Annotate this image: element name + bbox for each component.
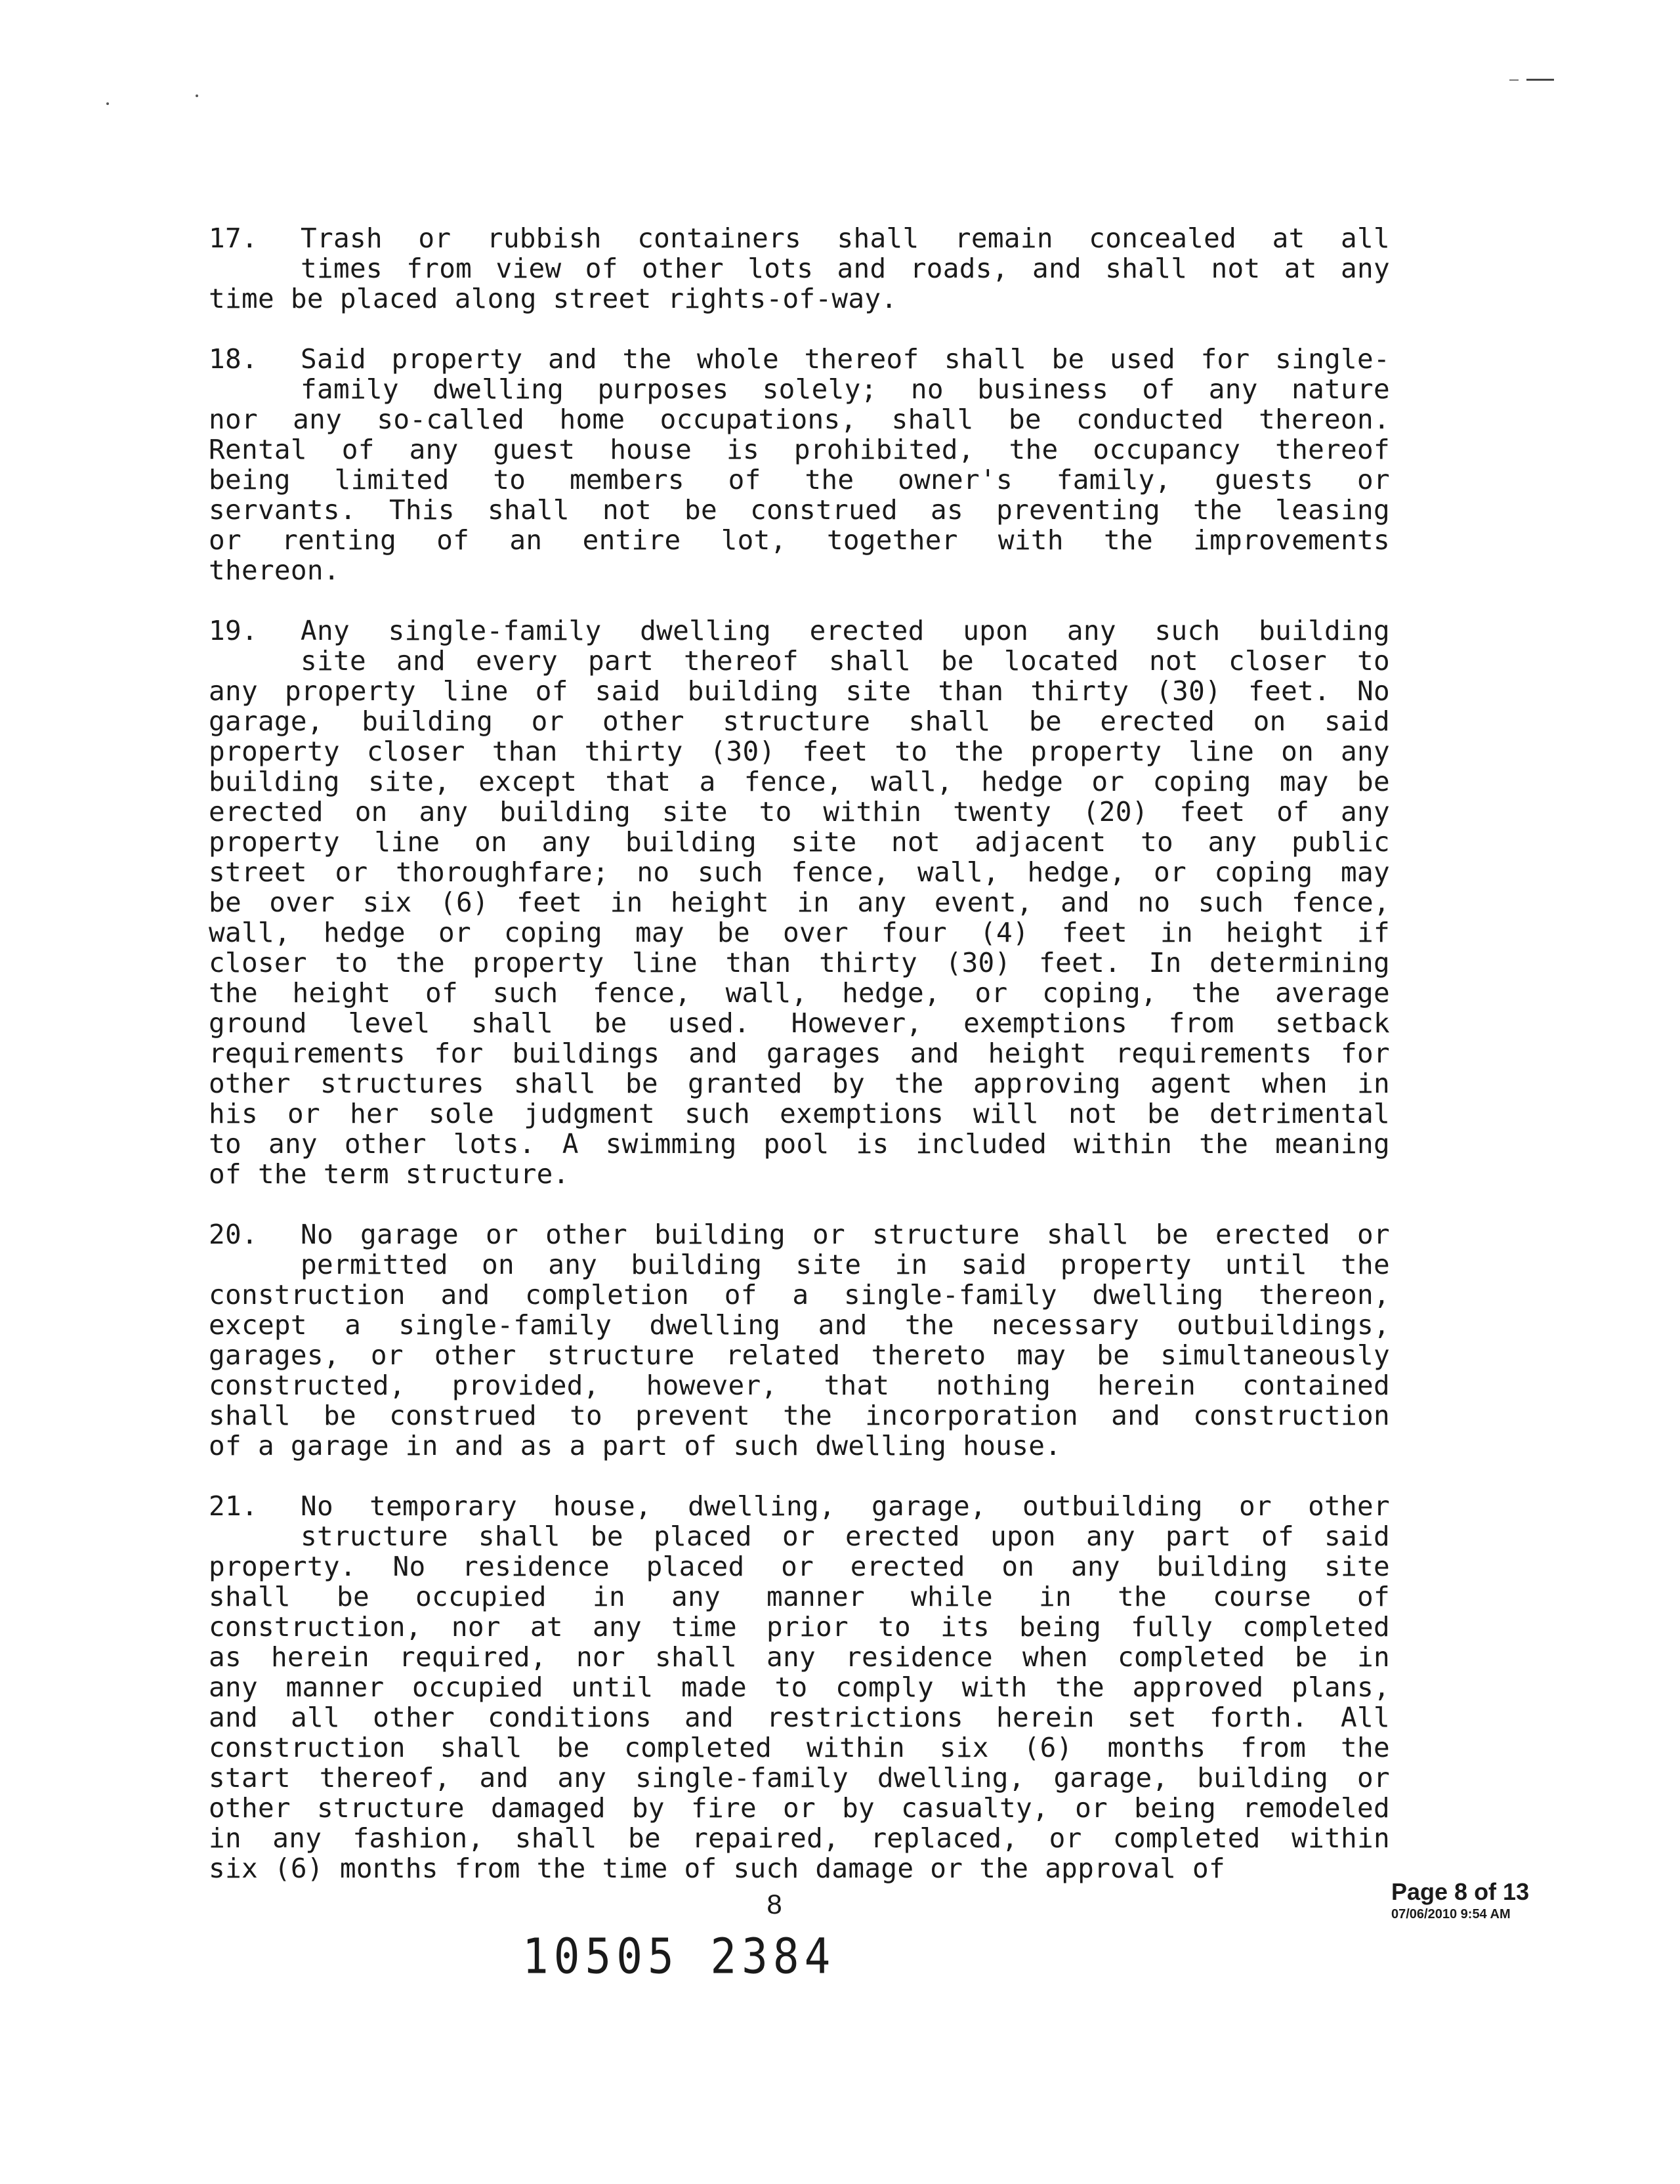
line-text: any property line of said building site than thirty (30) feet. No: [209, 675, 1390, 707]
paragraph-line: [209, 736, 1390, 766]
scan-speck: [106, 102, 109, 105]
stamp-page-label: Page 8 of 13: [1391, 1878, 1530, 1905]
line-text: time be placed along street rights-of-way.: [209, 283, 898, 314]
paragraph-first-line: [209, 616, 1390, 646]
line-text: constructed, provided, however, that nothing herein contained: [209, 1370, 1390, 1401]
paragraph-first-line: [209, 1491, 1390, 1521]
paragraph-line: [209, 827, 1390, 857]
paragraph-number: 20.: [209, 1219, 258, 1250]
line-text: servants. This shall not be construed as preventing the leasing: [209, 494, 1390, 526]
line-text: times from view of other lots and roads, and shall not at any: [301, 253, 1390, 284]
covenant-paragraph: [209, 344, 1390, 585]
paragraph-number: 19.: [209, 615, 258, 646]
line-text: his or her sole judgment such exemptions will not be detrimental: [209, 1098, 1390, 1129]
scan-mark: [1509, 79, 1519, 81]
line-text: construction and completion of a single-family dwelling thereon,: [209, 1279, 1390, 1311]
line-text: being limited to members of the owner's family, guests or: [209, 464, 1390, 495]
line-text: No temporary house, dwelling, garage, outbuilding or other: [301, 1490, 1390, 1522]
paragraph-line: [209, 1431, 1390, 1461]
line-text: of the term structure.: [209, 1158, 570, 1190]
paragraph-line: [209, 917, 1390, 948]
paragraph-line: [209, 646, 1390, 676]
line-text: requirements for buildings and garages and height requirements for: [209, 1038, 1390, 1069]
paragraph-line: [209, 1672, 1390, 1702]
paragraph-line: [209, 1250, 1390, 1280]
paragraph-line: [209, 1129, 1390, 1159]
line-text: shall be occupied in any manner while in the course of: [209, 1581, 1390, 1612]
covenant-paragraph: [209, 616, 1390, 1189]
line-text: other structure damaged by fire or by casualty, or being remodeled: [209, 1792, 1390, 1824]
line-text: permitted on any building site in said property until the: [301, 1249, 1390, 1280]
paragraph-line: [209, 1068, 1390, 1099]
covenant-paragraph: [209, 1219, 1390, 1461]
line-text: except a single-family dwelling and the necessary outbuildings,: [209, 1309, 1390, 1341]
covenant-paragraph: [209, 223, 1390, 314]
line-text: construction, nor at any time prior to its being fully completed: [209, 1611, 1390, 1643]
line-text: street or thoroughfare; no such fence, wall, hedge, or coping may: [209, 856, 1390, 888]
line-text: family dwelling purposes solely; no business of any nature: [301, 373, 1390, 405]
line-text: building site, except that a fence, wall, hedge or coping may be: [209, 766, 1390, 797]
line-text: shall be construed to prevent the incorporation and construction: [209, 1400, 1390, 1431]
paragraph-line: [209, 465, 1390, 495]
scan-mark: [1526, 79, 1554, 81]
line-text: Trash or rubbish containers shall remain concealed at all: [301, 222, 1390, 254]
recording-stamp: [1391, 1878, 1562, 1923]
line-text: be over six (6) feet in height in any event, and no such fence,: [209, 887, 1390, 918]
paragraph-line: [209, 1793, 1390, 1823]
paragraph-line: [209, 374, 1390, 404]
paragraph-line: [209, 766, 1390, 797]
paragraph-line: [209, 1732, 1390, 1763]
paragraph-line: [209, 1400, 1390, 1431]
paragraph-number: 18.: [209, 343, 258, 375]
paragraph-line: [209, 555, 1390, 585]
paragraph-first-line: [209, 223, 1390, 253]
line-text: start thereof, and any single-family dwelling, garage, building or: [209, 1762, 1390, 1794]
paragraph-line: [209, 1642, 1390, 1672]
paragraph-number: 21.: [209, 1490, 258, 1522]
paragraph-line: [209, 434, 1390, 465]
line-text: wall, hedge or coping may be over four (4) feet in height if: [209, 917, 1390, 948]
line-text: any manner occupied until made to comply with the approved plans,: [209, 1671, 1390, 1703]
line-text: property. No residence placed or erected on any building site: [209, 1551, 1390, 1582]
line-text: property line on any building site not adjacent to any public: [209, 826, 1390, 858]
line-text: closer to the property line than thirty (30) feet. In determining: [209, 947, 1390, 978]
paragraph-line: [209, 978, 1390, 1008]
paragraph-first-line: [209, 344, 1390, 374]
covenant-paragraph: [209, 1491, 1390, 1883]
paragraph-line: [209, 495, 1390, 525]
paragraph-line: [209, 1763, 1390, 1793]
paragraph-line: [209, 284, 1390, 314]
line-text: construction shall be completed within six (6) months from the: [209, 1732, 1390, 1763]
line-text: other structures shall be granted by the approving agent when in: [209, 1068, 1390, 1099]
line-text: in any fashion, shall be repaired, replaced, or completed within: [209, 1822, 1390, 1854]
paragraph-line: [209, 797, 1390, 827]
line-text: erected on any building site to within twenty (20) feet of any: [209, 796, 1390, 828]
book-page-reference: 10505 2384: [522, 1928, 836, 1985]
paragraph-line: [209, 1521, 1390, 1551]
paragraph-line: [209, 1159, 1390, 1189]
paragraph-line: [209, 676, 1390, 706]
line-text: Rental of any guest house is prohibited, the occupancy thereof: [209, 434, 1390, 465]
paragraph-line: [209, 1280, 1390, 1310]
line-text: to any other lots. A swimming pool is included within the meaning: [209, 1128, 1390, 1160]
line-text: garages, or other structure related thereto may be simultaneously: [209, 1339, 1390, 1371]
paragraph-line: [209, 1823, 1390, 1853]
line-text: garage, building or other structure shall be erected on said: [209, 705, 1390, 737]
line-text: and all other conditions and restrictions herein set forth. All: [209, 1702, 1390, 1733]
paragraph-line: [209, 1853, 1390, 1883]
line-text: thereon.: [209, 555, 340, 586]
paragraph-line: [209, 1370, 1390, 1400]
paragraph-line: [209, 887, 1390, 917]
line-text: six (6) months from the time of such damage or the approval of: [209, 1853, 1226, 1884]
line-text: ground level shall be used. However, exemptions from setback: [209, 1007, 1390, 1039]
paragraph-line: [209, 1008, 1390, 1038]
paragraph-line: [209, 948, 1390, 978]
paragraph-line: [209, 1310, 1390, 1340]
line-text: property closer than thirty (30) feet to the property line on any: [209, 736, 1390, 767]
paragraph-line: [209, 1551, 1390, 1582]
scan-speck: [196, 94, 198, 97]
paragraph-line: [209, 1340, 1390, 1370]
covenant-text: [209, 223, 1390, 1883]
page-number: 8: [766, 1889, 782, 1920]
paragraph-line: [209, 1099, 1390, 1129]
line-text: No garage or other building or structure shall be erected or: [301, 1219, 1390, 1250]
paragraph-line: [209, 706, 1390, 736]
paragraph-line: [209, 525, 1390, 555]
line-text: the height of such fence, wall, hedge, or coping, the average: [209, 977, 1390, 1009]
line-text: structure shall be placed or erected upon any part of said: [301, 1521, 1390, 1552]
paragraph-line: [209, 253, 1390, 284]
line-text: site and every part thereof shall be located not closer to: [301, 645, 1390, 677]
paragraph-number: 17.: [209, 222, 258, 254]
paragraph-line: [209, 857, 1390, 887]
paragraph-line: [209, 404, 1390, 434]
paragraph-line: [209, 1038, 1390, 1068]
line-text: as herein required, nor shall any residence when completed be in: [209, 1641, 1390, 1673]
paragraph-line: [209, 1702, 1390, 1732]
paragraph-line: [209, 1612, 1390, 1642]
paragraph-line: [209, 1582, 1390, 1612]
line-text: nor any so-called home occupations, shall be conducted thereon.: [209, 404, 1390, 435]
line-text: Said property and the whole thereof shall be used for single-: [301, 343, 1390, 375]
line-text: of a garage in and as a part of such dwelling house.: [209, 1430, 1062, 1461]
paragraph-first-line: [209, 1219, 1390, 1250]
line-text: Any single-family dwelling erected upon any such building: [301, 615, 1390, 646]
stamp-timestamp: 07/06/2010 9:54 AM: [1391, 1907, 1511, 1922]
line-text: or renting of an entire lot, together with the improvements: [209, 524, 1390, 556]
